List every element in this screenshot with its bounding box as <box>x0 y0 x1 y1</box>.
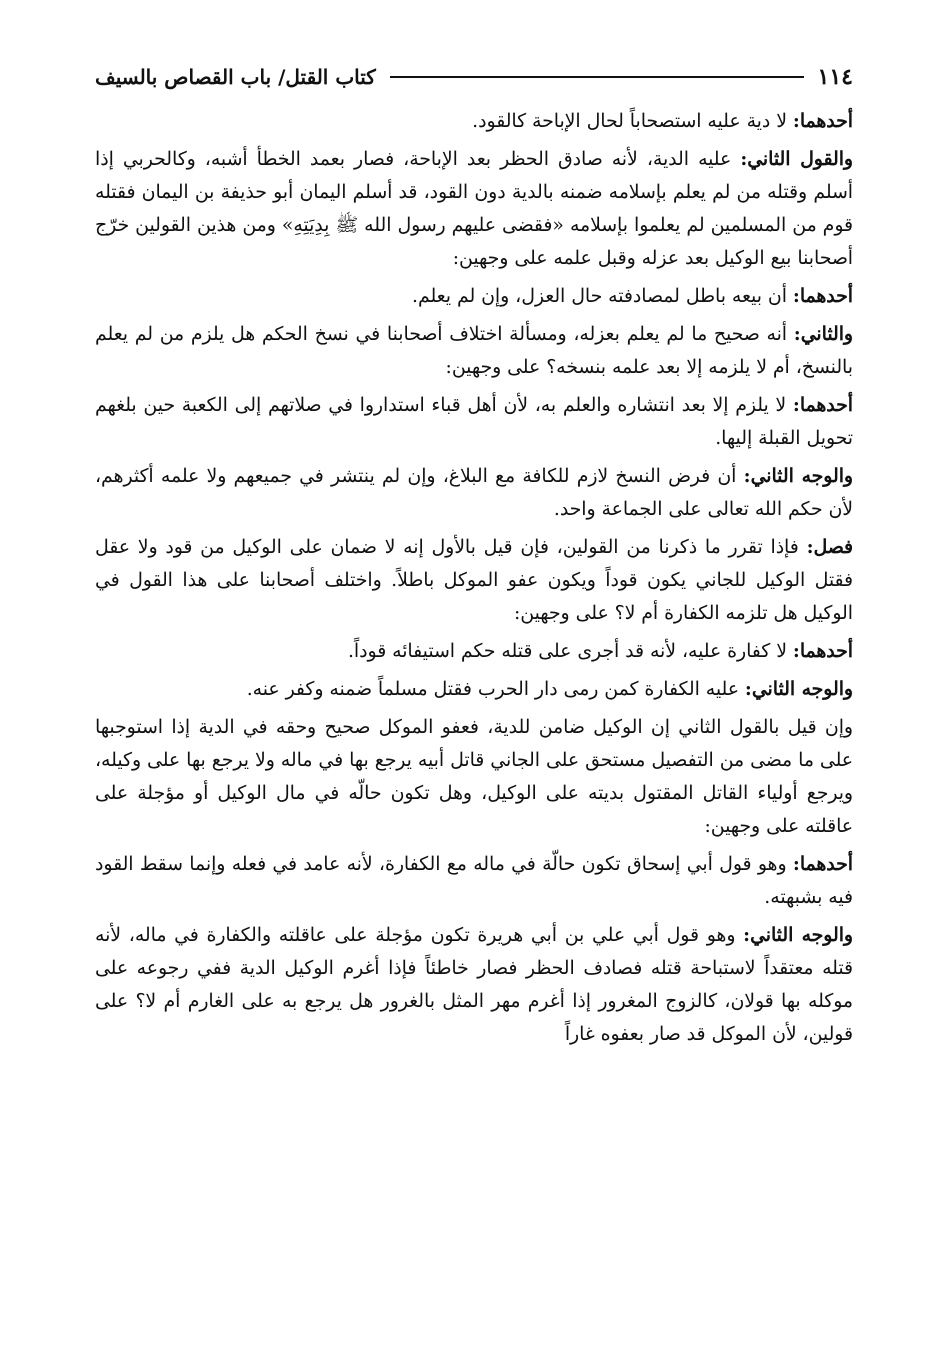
header-rule <box>390 76 804 78</box>
paragraph <box>95 673 853 706</box>
paragraph <box>95 143 853 275</box>
paragraph-text: لا كفارة عليه، لأنه قد أجرى على قتله حكم استيفائه قوداً. <box>347 641 793 662</box>
paragraph <box>95 635 853 668</box>
paragraph <box>95 460 853 526</box>
paragraph-lead: أحدهما: <box>792 394 853 416</box>
paragraph-text: لا يلزم إلا بعد انتشاره والعلم به، لأن أهل قباء استداروا في صلاتهم إلى الكعبة حين بلغهم تحويل القبلة إليها. <box>95 395 853 449</box>
paragraph-lead: فصل: <box>806 536 853 558</box>
page-header <box>95 60 853 94</box>
paragraph-lead: أحدهما: <box>792 853 853 875</box>
paragraph <box>95 531 853 630</box>
paragraph-text: فإذا تقرر ما ذكرنا من القولين، فإن قيل بالأول إنه لا ضمان على الوكيل من قود ولا عقل فقتل الوكيل للجاني يكون قوداً ويكون عفو الموكل باطلاً. واختلف أصحابنا على هذا القول في الوكيل هل تلزمه الكفارة أم لا؟ على وجهين: <box>95 537 853 624</box>
paragraph-lead: والقول الثاني: <box>740 148 853 170</box>
paragraph <box>95 105 853 138</box>
paragraph <box>95 318 853 384</box>
paragraph-lead: والوجه الثاني: <box>743 465 853 487</box>
paragraph-text: أنه صحيح ما لم يعلم بعزله، ومسألة اختلاف أصحابنا في نسخ الحكم هل يلزم من لم يعلم بالنسخ، أم لا يلزمه إلا بعد علمه بنسخه؟ على وجهين: <box>95 324 853 378</box>
paragraph-text: أن فرض النسخ لازم للكافة مع البلاغ، وإن لم ينتشر في جميعهم ولا علمه أكثرهم، لأن حكم الله تعالى على الجماعة واحد. <box>95 466 853 520</box>
paragraph-lead: والوجه الثاني: <box>743 924 853 946</box>
paragraph-lead: أحدهما: <box>792 640 853 662</box>
paragraph-lead: والثاني: <box>793 323 853 345</box>
paragraph-text: وهو قول أبي إسحاق تكون حالّة في ماله مع الكفارة، لأنه عامد في فعله وإنما سقط القود فيه بشبهته. <box>95 854 853 908</box>
page-number: ١١٤ <box>817 64 853 90</box>
paragraph-text: أن بيعه باطل لمصادفته حال العزل، وإن لم يعلم. <box>412 286 793 307</box>
paragraph <box>95 280 853 313</box>
paragraph <box>95 848 853 914</box>
paragraph-text: عليه الكفارة كمن رمى دار الحرب فقتل مسلماً ضمنه وكفر عنه. <box>246 679 745 700</box>
paragraph-text: وهو قول أبي علي بن أبي هريرة تكون مؤجلة على عاقلته والكفارة في ماله، لأنه قتله معتقداً لاستباحة قتله فصادف الحظر فصار خاطئاً فإذا أغرم الوكيل الدية ففي رجوعه على موكله بها قولان، كالزوج المغرور إذا أغرم مهر المثل بالغرور هل يرجع به على الغارم أم لا؟ على قولين، لأن الموكل قد صار بعفوه غاراً <box>95 925 853 1045</box>
paragraph <box>95 711 853 843</box>
paragraph-text: عليه الدية، لأنه صادق الحظر بعد الإباحة، فصار بعمد الخطأ أشبه، وكالحربي إذا أسلم وقتله من لم يعلم بإسلامه ضمنه بالدية دون القود، قد أسلم اليمان أبو حذيفة بن اليمان فقتله قوم من المسلمين لم يعلموا بإسلامه «فقضى عليهم رسول الله ﷺ بِدِيَتِهِ» ومن هذين القولين خرّج أصحابنا بيع الوكيل بعد عزله وقبل علمه على وجهين: <box>95 149 853 269</box>
paragraph-lead: والوجه الثاني: <box>744 678 853 700</box>
paragraph-lead: أحدهما: <box>792 285 853 307</box>
paragraph <box>95 389 853 455</box>
paragraph <box>95 919 853 1051</box>
paragraph-text: لا دية عليه استصحاباً لحال الإباحة كالقود. <box>472 111 793 132</box>
paragraph-text: وإن قيل بالقول الثاني إن الوكيل ضامن للدية، فعفو الموكل صحيح وحقه في الدية إذا استوجبها على ما مضى من التفصيل مستحق على الجاني قاتل أبيه يرجع بها في ماله ولا يرجع بها على وكيله، ويرجع أولياء القاتل المقتول بديته على الوكيل، وهل تكون حالّه في مال الوكيل أو مؤجلة على عاقلته على وجهين: <box>95 717 853 837</box>
running-title: كتاب القتل/ باب القصاص بالسيف <box>95 65 376 89</box>
paragraph-lead: أحدهما: <box>792 110 853 132</box>
page-body <box>95 105 853 1056</box>
